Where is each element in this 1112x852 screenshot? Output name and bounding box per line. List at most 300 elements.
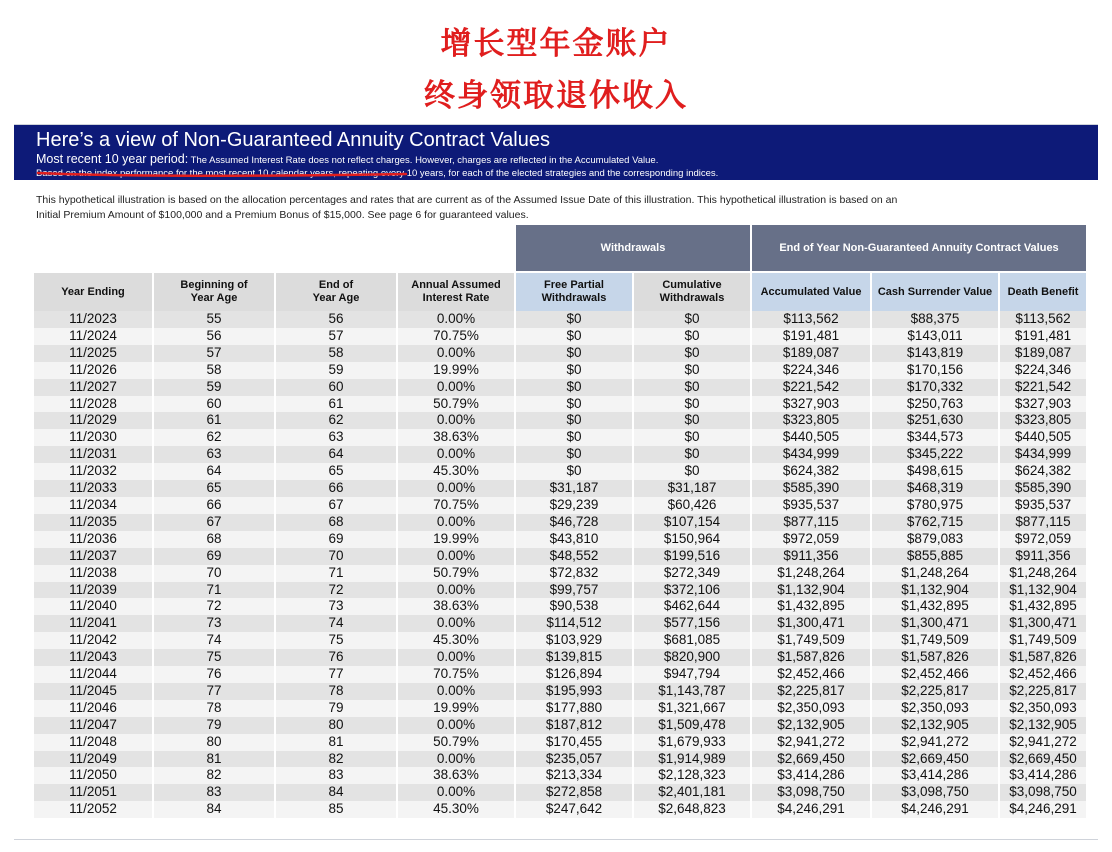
cell-free-partial-withdrawal: $0 <box>516 429 632 446</box>
cell-accumulated-value: $2,669,450 <box>752 751 870 768</box>
cell-free-partial-withdrawal: $0 <box>516 463 632 480</box>
cell-cash-surrender-value: $3,098,750 <box>872 784 998 801</box>
cell-free-partial-withdrawal: $99,757 <box>516 582 632 599</box>
cell-cash-surrender-value: $2,132,905 <box>872 717 998 734</box>
cell-cash-surrender-value: $2,941,272 <box>872 734 998 751</box>
cell-beginning-age: 72 <box>154 598 274 615</box>
table-row <box>34 463 1086 480</box>
cell-cumulative-withdrawals: $681,085 <box>634 632 750 649</box>
cell-interest-rate: 0.00% <box>398 717 514 734</box>
cell-free-partial-withdrawal: $235,057 <box>516 751 632 768</box>
cell-free-partial-withdrawal: $103,929 <box>516 632 632 649</box>
cell-death-benefit: $434,999 <box>1000 446 1086 463</box>
cell-end-age: 84 <box>276 784 396 801</box>
cell-death-benefit: $1,132,904 <box>1000 582 1086 599</box>
column-header-row <box>34 273 1086 311</box>
table-row <box>34 345 1086 362</box>
cell-year-ending: 11/2028 <box>34 396 152 413</box>
col-death-benefit: Death Benefit <box>1000 273 1086 311</box>
cell-cumulative-withdrawals: $272,349 <box>634 565 750 582</box>
cell-interest-rate: 38.63% <box>398 767 514 784</box>
banner-basis-note: Based on the index performance for the most recent 10 calendar years, repeating every 10 years, for each of the elected strategies and the corresponding indices. <box>36 168 719 179</box>
cell-year-ending: 11/2051 <box>34 784 152 801</box>
cell-free-partial-withdrawal: $43,810 <box>516 531 632 548</box>
cell-death-benefit: $2,225,817 <box>1000 683 1086 700</box>
cell-beginning-age: 84 <box>154 801 274 818</box>
cell-free-partial-withdrawal: $90,538 <box>516 598 632 615</box>
cell-accumulated-value: $877,115 <box>752 514 870 531</box>
cell-end-age: 60 <box>276 379 396 396</box>
cell-accumulated-value: $2,132,905 <box>752 717 870 734</box>
cell-death-benefit: $1,300,471 <box>1000 615 1086 632</box>
cell-cumulative-withdrawals: $947,794 <box>634 666 750 683</box>
cell-accumulated-value: $2,941,272 <box>752 734 870 751</box>
cell-end-age: 61 <box>276 396 396 413</box>
cell-interest-rate: 0.00% <box>398 582 514 599</box>
cell-end-age: 73 <box>276 598 396 615</box>
cell-free-partial-withdrawal: $72,832 <box>516 565 632 582</box>
table-row <box>34 514 1086 531</box>
table-row <box>34 582 1086 599</box>
cell-cumulative-withdrawals: $372,106 <box>634 582 750 599</box>
cell-beginning-age: 74 <box>154 632 274 649</box>
cell-year-ending: 11/2044 <box>34 666 152 683</box>
group-header-row <box>34 225 1086 273</box>
cell-accumulated-value: $191,481 <box>752 328 870 345</box>
col-accumulated-value: Accumulated Value <box>752 273 870 311</box>
cell-accumulated-value: $935,537 <box>752 497 870 514</box>
table-row <box>34 480 1086 497</box>
col-year-ending: Year Ending <box>34 273 152 311</box>
cell-year-ending: 11/2038 <box>34 565 152 582</box>
cell-cash-surrender-value: $1,248,264 <box>872 565 998 582</box>
cell-end-age: 81 <box>276 734 396 751</box>
cell-accumulated-value: $327,903 <box>752 396 870 413</box>
contract-values-table <box>32 225 1088 818</box>
cell-death-benefit: $4,246,291 <box>1000 801 1086 818</box>
cell-year-ending: 11/2034 <box>34 497 152 514</box>
cell-cash-surrender-value: $170,156 <box>872 362 998 379</box>
cell-year-ending: 11/2040 <box>34 598 152 615</box>
cell-year-ending: 11/2043 <box>34 649 152 666</box>
intro-line-2: Initial Premium Amount of $100,000 and a Premium Bonus of $15,000. See page 6 for guaranteed values. <box>36 209 529 221</box>
cell-year-ending: 11/2035 <box>34 514 152 531</box>
cell-end-age: 66 <box>276 480 396 497</box>
cell-cumulative-withdrawals: $0 <box>634 463 750 480</box>
cell-end-age: 57 <box>276 328 396 345</box>
cell-accumulated-value: $434,999 <box>752 446 870 463</box>
cell-cash-surrender-value: $1,749,509 <box>872 632 998 649</box>
cell-death-benefit: $877,115 <box>1000 514 1086 531</box>
cell-beginning-age: 61 <box>154 412 274 429</box>
cell-end-age: 62 <box>276 412 396 429</box>
cell-end-age: 59 <box>276 362 396 379</box>
cell-beginning-age: 80 <box>154 734 274 751</box>
cell-accumulated-value: $2,452,466 <box>752 666 870 683</box>
cell-cumulative-withdrawals: $0 <box>634 429 750 446</box>
cell-cumulative-withdrawals: $820,900 <box>634 649 750 666</box>
cell-end-age: 71 <box>276 565 396 582</box>
cell-death-benefit: $911,356 <box>1000 548 1086 565</box>
group-contract-values: End of Year Non-Guaranteed Annuity Contract Values <box>752 225 1086 273</box>
cell-free-partial-withdrawal: $187,812 <box>516 717 632 734</box>
cell-free-partial-withdrawal: $29,239 <box>516 497 632 514</box>
cell-year-ending: 11/2025 <box>34 345 152 362</box>
period-label: Most recent 10 year period: <box>36 152 189 166</box>
cell-beginning-age: 78 <box>154 700 274 717</box>
cell-accumulated-value: $1,587,826 <box>752 649 870 666</box>
cell-cash-surrender-value: $250,763 <box>872 396 998 413</box>
col-free-partial-withdrawals: Free Partial Withdrawals <box>516 273 632 311</box>
intro-line-1: This hypothetical illustration is based on the allocation percentages and rates that are current as of the Assumed Issue Date of this illustration. This hypothetical illustration is based on an <box>36 194 898 206</box>
cell-cumulative-withdrawals: $0 <box>634 412 750 429</box>
cell-beginning-age: 63 <box>154 446 274 463</box>
period-note: The Assumed Interest Rate does not reflect charges. However, charges are reflected in the Accumulated Value. <box>188 155 659 166</box>
table-row <box>34 311 1086 328</box>
cell-cash-surrender-value: $498,615 <box>872 463 998 480</box>
table-row <box>34 429 1086 446</box>
cell-year-ending: 11/2024 <box>34 328 152 345</box>
cell-year-ending: 11/2027 <box>34 379 152 396</box>
cell-interest-rate: 19.99% <box>398 531 514 548</box>
cell-end-age: 56 <box>276 311 396 328</box>
cell-cash-surrender-value: $143,011 <box>872 328 998 345</box>
cell-cumulative-withdrawals: $1,143,787 <box>634 683 750 700</box>
cell-death-benefit: $1,248,264 <box>1000 565 1086 582</box>
cell-cumulative-withdrawals: $0 <box>634 345 750 362</box>
cell-year-ending: 11/2030 <box>34 429 152 446</box>
cell-cash-surrender-value: $1,300,471 <box>872 615 998 632</box>
cell-death-benefit: $1,749,509 <box>1000 632 1086 649</box>
cell-interest-rate: 70.75% <box>398 497 514 514</box>
cell-cash-surrender-value: $879,083 <box>872 531 998 548</box>
cell-year-ending: 11/2037 <box>34 548 152 565</box>
cell-free-partial-withdrawal: $126,894 <box>516 666 632 683</box>
cell-death-benefit: $624,382 <box>1000 463 1086 480</box>
cell-death-benefit: $323,805 <box>1000 412 1086 429</box>
cell-end-age: 58 <box>276 345 396 362</box>
cell-cumulative-withdrawals: $462,644 <box>634 598 750 615</box>
col-interest-rate: Annual Assumed Interest Rate <box>398 273 514 311</box>
cell-cumulative-withdrawals: $577,156 <box>634 615 750 632</box>
table-row <box>34 683 1086 700</box>
cell-free-partial-withdrawal: $0 <box>516 446 632 463</box>
cell-cumulative-withdrawals: $199,516 <box>634 548 750 565</box>
cell-death-benefit: $440,505 <box>1000 429 1086 446</box>
cell-free-partial-withdrawal: $213,334 <box>516 767 632 784</box>
cell-cumulative-withdrawals: $31,187 <box>634 480 750 497</box>
cell-interest-rate: 0.00% <box>398 446 514 463</box>
cell-free-partial-withdrawal: $272,858 <box>516 784 632 801</box>
cell-end-age: 63 <box>276 429 396 446</box>
table-row <box>34 717 1086 734</box>
cell-accumulated-value: $2,350,093 <box>752 700 870 717</box>
table-row <box>34 734 1086 751</box>
cell-beginning-age: 67 <box>154 514 274 531</box>
cell-cumulative-withdrawals: $0 <box>634 379 750 396</box>
cell-interest-rate: 0.00% <box>398 649 514 666</box>
cell-beginning-age: 64 <box>154 463 274 480</box>
cell-year-ending: 11/2050 <box>34 767 152 784</box>
cell-beginning-age: 75 <box>154 649 274 666</box>
cell-year-ending: 11/2045 <box>34 683 152 700</box>
cell-year-ending: 11/2033 <box>34 480 152 497</box>
table-row <box>34 396 1086 413</box>
red-underline-annotation <box>36 169 408 179</box>
cell-death-benefit: $113,562 <box>1000 311 1086 328</box>
table-row <box>34 379 1086 396</box>
cell-interest-rate: 0.00% <box>398 514 514 531</box>
cell-beginning-age: 57 <box>154 345 274 362</box>
cell-accumulated-value: $323,805 <box>752 412 870 429</box>
chinese-title-line-2: 终身领取退休收入 <box>424 78 688 114</box>
cell-accumulated-value: $972,059 <box>752 531 870 548</box>
table-row <box>34 801 1086 818</box>
cell-death-benefit: $224,346 <box>1000 362 1086 379</box>
cell-end-age: 75 <box>276 632 396 649</box>
cell-end-age: 72 <box>276 582 396 599</box>
cell-death-benefit: $3,098,750 <box>1000 784 1086 801</box>
cell-accumulated-value: $585,390 <box>752 480 870 497</box>
cell-death-benefit: $935,537 <box>1000 497 1086 514</box>
table-row <box>34 531 1086 548</box>
cell-interest-rate: 0.00% <box>398 683 514 700</box>
table-row <box>34 565 1086 582</box>
intro-paragraph <box>14 180 1098 223</box>
cell-death-benefit: $2,669,450 <box>1000 751 1086 768</box>
cell-cumulative-withdrawals: $2,401,181 <box>634 784 750 801</box>
cell-free-partial-withdrawal: $0 <box>516 345 632 362</box>
cell-interest-rate: 0.00% <box>398 311 514 328</box>
cell-end-age: 79 <box>276 700 396 717</box>
cell-accumulated-value: $1,132,904 <box>752 582 870 599</box>
cell-year-ending: 11/2048 <box>34 734 152 751</box>
cell-beginning-age: 71 <box>154 582 274 599</box>
cell-interest-rate: 0.00% <box>398 412 514 429</box>
cell-cumulative-withdrawals: $1,321,667 <box>634 700 750 717</box>
cell-interest-rate: 0.00% <box>398 751 514 768</box>
cell-cash-surrender-value: $344,573 <box>872 429 998 446</box>
group-spacer <box>34 225 514 273</box>
cell-death-benefit: $972,059 <box>1000 531 1086 548</box>
cell-cash-surrender-value: $468,319 <box>872 480 998 497</box>
cell-free-partial-withdrawal: $31,187 <box>516 480 632 497</box>
cell-cumulative-withdrawals: $0 <box>634 446 750 463</box>
cell-year-ending: 11/2032 <box>34 463 152 480</box>
cell-interest-rate: 70.75% <box>398 328 514 345</box>
cell-beginning-age: 59 <box>154 379 274 396</box>
cell-beginning-age: 62 <box>154 429 274 446</box>
cell-cumulative-withdrawals: $0 <box>634 328 750 345</box>
cell-end-age: 65 <box>276 463 396 480</box>
cell-beginning-age: 65 <box>154 480 274 497</box>
cell-accumulated-value: $2,225,817 <box>752 683 870 700</box>
table-row <box>34 784 1086 801</box>
cell-year-ending: 11/2031 <box>34 446 152 463</box>
cell-interest-rate: 45.30% <box>398 632 514 649</box>
cell-free-partial-withdrawal: $0 <box>516 311 632 328</box>
cell-cumulative-withdrawals: $1,914,989 <box>634 751 750 768</box>
cell-end-age: 68 <box>276 514 396 531</box>
cell-beginning-age: 56 <box>154 328 274 345</box>
cell-accumulated-value: $440,505 <box>752 429 870 446</box>
table-row <box>34 700 1086 717</box>
cell-beginning-age: 81 <box>154 751 274 768</box>
table-row <box>34 615 1086 632</box>
cell-interest-rate: 0.00% <box>398 379 514 396</box>
cell-death-benefit: $585,390 <box>1000 480 1086 497</box>
cell-year-ending: 11/2049 <box>34 751 152 768</box>
cell-year-ending: 11/2036 <box>34 531 152 548</box>
cell-beginning-age: 60 <box>154 396 274 413</box>
cell-end-age: 85 <box>276 801 396 818</box>
cell-end-age: 77 <box>276 666 396 683</box>
cell-accumulated-value: $113,562 <box>752 311 870 328</box>
cell-year-ending: 11/2023 <box>34 311 152 328</box>
cell-accumulated-value: $624,382 <box>752 463 870 480</box>
cell-free-partial-withdrawal: $0 <box>516 362 632 379</box>
cell-death-benefit: $2,941,272 <box>1000 734 1086 751</box>
cell-beginning-age: 55 <box>154 311 274 328</box>
cell-end-age: 78 <box>276 683 396 700</box>
cell-death-benefit: $189,087 <box>1000 345 1086 362</box>
cell-year-ending: 11/2052 <box>34 801 152 818</box>
group-withdrawals: Withdrawals <box>516 225 750 273</box>
cell-accumulated-value: $1,749,509 <box>752 632 870 649</box>
cell-cash-surrender-value: $2,669,450 <box>872 751 998 768</box>
cell-cash-surrender-value: $251,630 <box>872 412 998 429</box>
cell-death-benefit: $1,587,826 <box>1000 649 1086 666</box>
cell-cash-surrender-value: $2,350,093 <box>872 700 998 717</box>
cell-accumulated-value: $1,248,264 <box>752 565 870 582</box>
cell-cash-surrender-value: $762,715 <box>872 514 998 531</box>
cell-interest-rate: 19.99% <box>398 362 514 379</box>
col-cumulative-withdrawals: Cumulative Withdrawals <box>634 273 750 311</box>
cell-death-benefit: $2,350,093 <box>1000 700 1086 717</box>
cell-cash-surrender-value: $2,225,817 <box>872 683 998 700</box>
cell-free-partial-withdrawal: $114,512 <box>516 615 632 632</box>
banner-title: Here’s a view of Non-Guaranteed Annuity Contract Values <box>36 129 550 151</box>
cell-cumulative-withdrawals: $2,128,323 <box>634 767 750 784</box>
col-beginning-age: Beginning of Year Age <box>154 273 274 311</box>
cell-cash-surrender-value: $3,414,286 <box>872 767 998 784</box>
cell-free-partial-withdrawal: $0 <box>516 379 632 396</box>
cell-accumulated-value: $4,246,291 <box>752 801 870 818</box>
cell-free-partial-withdrawal: $48,552 <box>516 548 632 565</box>
table-row <box>34 666 1086 683</box>
cell-death-benefit: $1,432,895 <box>1000 598 1086 615</box>
cell-accumulated-value: $224,346 <box>752 362 870 379</box>
table-body <box>34 311 1086 818</box>
cell-interest-rate: 0.00% <box>398 548 514 565</box>
cell-accumulated-value: $189,087 <box>752 345 870 362</box>
cell-cash-surrender-value: $88,375 <box>872 311 998 328</box>
cell-year-ending: 11/2039 <box>34 582 152 599</box>
cell-year-ending: 11/2029 <box>34 412 152 429</box>
cell-free-partial-withdrawal: $195,993 <box>516 683 632 700</box>
cell-beginning-age: 68 <box>154 531 274 548</box>
col-cash-surrender-value: Cash Surrender Value <box>872 273 998 311</box>
cell-beginning-age: 79 <box>154 717 274 734</box>
cell-cumulative-withdrawals: $0 <box>634 311 750 328</box>
cell-cumulative-withdrawals: $0 <box>634 396 750 413</box>
cell-cumulative-withdrawals: $60,426 <box>634 497 750 514</box>
cell-beginning-age: 70 <box>154 565 274 582</box>
cell-free-partial-withdrawal: $177,880 <box>516 700 632 717</box>
cell-death-benefit: $3,414,286 <box>1000 767 1086 784</box>
table-row <box>34 328 1086 345</box>
cell-cash-surrender-value: $855,885 <box>872 548 998 565</box>
cell-free-partial-withdrawal: $139,815 <box>516 649 632 666</box>
cell-end-age: 67 <box>276 497 396 514</box>
cell-cumulative-withdrawals: $2,648,823 <box>634 801 750 818</box>
cell-beginning-age: 58 <box>154 362 274 379</box>
cell-beginning-age: 76 <box>154 666 274 683</box>
cell-end-age: 80 <box>276 717 396 734</box>
cell-interest-rate: 45.30% <box>398 463 514 480</box>
illustration-document <box>14 124 1098 840</box>
cell-interest-rate: 0.00% <box>398 615 514 632</box>
banner-period <box>36 152 1098 168</box>
chinese-title-line-1: 增长型年金账户 <box>440 26 672 62</box>
cell-accumulated-value: $3,098,750 <box>752 784 870 801</box>
cell-beginning-age: 66 <box>154 497 274 514</box>
cell-year-ending: 11/2046 <box>34 700 152 717</box>
cell-end-age: 69 <box>276 531 396 548</box>
cell-cash-surrender-value: $4,246,291 <box>872 801 998 818</box>
cell-interest-rate: 50.79% <box>398 734 514 751</box>
cell-cumulative-withdrawals: $1,509,478 <box>634 717 750 734</box>
table-row <box>34 497 1086 514</box>
table-row <box>34 362 1086 379</box>
cell-accumulated-value: $1,432,895 <box>752 598 870 615</box>
cell-cash-surrender-value: $143,819 <box>872 345 998 362</box>
cell-accumulated-value: $1,300,471 <box>752 615 870 632</box>
cell-interest-rate: 50.79% <box>398 565 514 582</box>
cell-beginning-age: 73 <box>154 615 274 632</box>
table-row <box>34 767 1086 784</box>
cell-year-ending: 11/2041 <box>34 615 152 632</box>
cell-death-benefit: $2,132,905 <box>1000 717 1086 734</box>
cell-interest-rate: 50.79% <box>398 396 514 413</box>
cell-free-partial-withdrawal: $247,642 <box>516 801 632 818</box>
cell-free-partial-withdrawal: $170,455 <box>516 734 632 751</box>
cell-free-partial-withdrawal: $0 <box>516 412 632 429</box>
cell-cash-surrender-value: $345,222 <box>872 446 998 463</box>
table-row <box>34 412 1086 429</box>
cell-cash-surrender-value: $780,975 <box>872 497 998 514</box>
cell-cumulative-withdrawals: $0 <box>634 362 750 379</box>
cell-cash-surrender-value: $1,587,826 <box>872 649 998 666</box>
cell-interest-rate: 0.00% <box>398 345 514 362</box>
cell-cumulative-withdrawals: $150,964 <box>634 531 750 548</box>
cell-interest-rate: 19.99% <box>398 700 514 717</box>
table-row <box>34 548 1086 565</box>
cell-cumulative-withdrawals: $107,154 <box>634 514 750 531</box>
cell-interest-rate: 45.30% <box>398 801 514 818</box>
cell-cash-surrender-value: $170,332 <box>872 379 998 396</box>
cell-interest-rate: 0.00% <box>398 480 514 497</box>
cell-cash-surrender-value: $1,432,895 <box>872 598 998 615</box>
cell-beginning-age: 83 <box>154 784 274 801</box>
cell-end-age: 76 <box>276 649 396 666</box>
cell-end-age: 70 <box>276 548 396 565</box>
table-row <box>34 632 1086 649</box>
cell-cash-surrender-value: $1,132,904 <box>872 582 998 599</box>
cell-accumulated-value: $3,414,286 <box>752 767 870 784</box>
cell-cumulative-withdrawals: $1,679,933 <box>634 734 750 751</box>
cell-beginning-age: 77 <box>154 683 274 700</box>
